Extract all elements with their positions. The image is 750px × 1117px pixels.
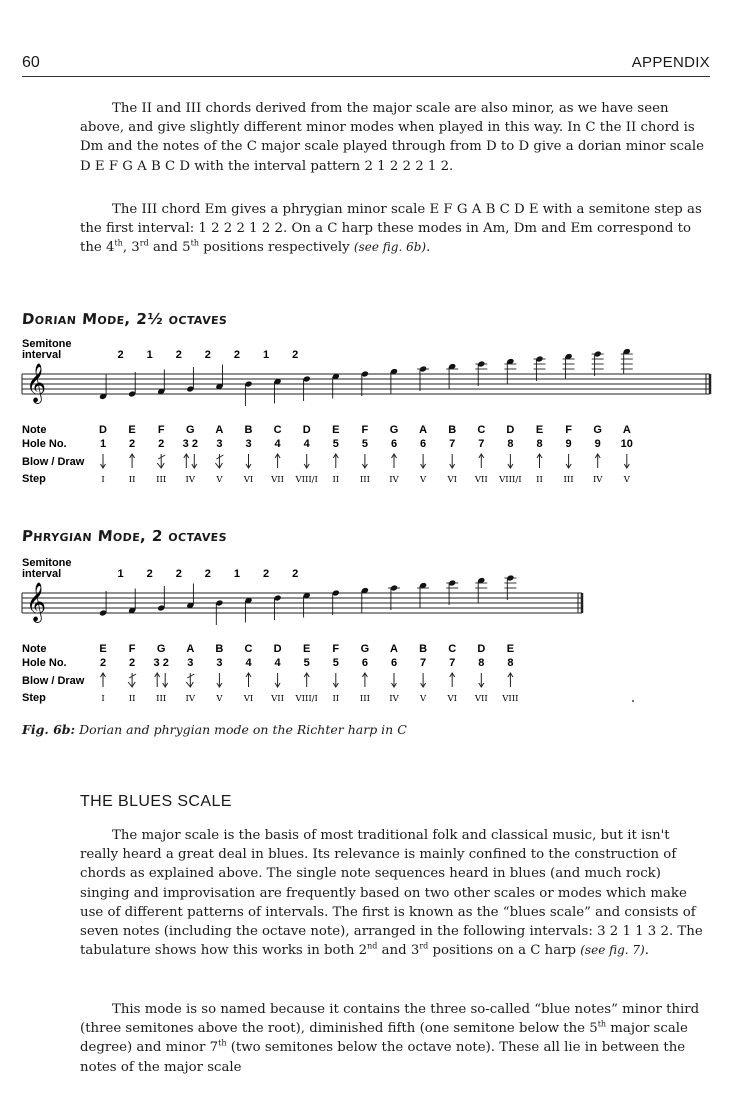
hole-number: 3 2 xyxy=(153,657,169,669)
note-label: F xyxy=(332,643,340,655)
hole-number: 6 xyxy=(361,657,368,669)
blow-draw-arrow-icon xyxy=(101,454,106,468)
blow-draw-arrow-icon xyxy=(275,454,280,468)
hole-number: 7 xyxy=(449,657,456,669)
note-label: D xyxy=(506,424,515,436)
blow-draw-arrow-icon xyxy=(184,454,197,468)
note-head xyxy=(417,365,429,391)
step-label: VIII/I xyxy=(499,475,522,485)
note-row-label: Note xyxy=(22,643,47,655)
hole-number: 2 xyxy=(129,438,136,450)
note-label: B xyxy=(448,424,457,436)
blow-draw-arrow-icon xyxy=(392,673,397,687)
blow-draw-arrow-icon xyxy=(304,454,309,468)
blow-draw-arrow-icon xyxy=(186,673,194,687)
note-head xyxy=(475,577,487,603)
blowdraw-row-label: Blow / Draw xyxy=(22,675,85,687)
blow-draw-arrow-icon xyxy=(508,673,513,687)
note-label: F xyxy=(361,424,369,436)
note-label: G xyxy=(593,424,602,436)
note-label: F xyxy=(128,643,136,655)
semitone-interval-value: 1 xyxy=(117,568,124,580)
note-head xyxy=(99,591,107,617)
semitone-interval-value: 2 xyxy=(262,568,270,580)
hole-number: 5 xyxy=(361,438,368,450)
note-label: B xyxy=(419,643,428,655)
hole-number: 5 xyxy=(332,438,339,450)
note-head xyxy=(274,594,282,620)
note-head xyxy=(128,589,136,615)
step-label: II xyxy=(536,475,543,485)
blues-section-title: THE BLUES SCALE xyxy=(80,793,232,810)
semitone-interval-value: 1 xyxy=(146,349,153,361)
stray-mark xyxy=(632,700,634,702)
hole-number: 7 xyxy=(449,438,456,450)
blow-draw-arrow-icon xyxy=(157,454,165,468)
blow-draw-arrow-icon xyxy=(595,454,600,468)
blow-draw-arrow-icon xyxy=(450,454,455,468)
semitone-interval-value: 1 xyxy=(233,568,241,580)
hole-number: 8 xyxy=(536,438,543,450)
blow-draw-arrow-icon xyxy=(155,673,168,687)
semitone-label: Semitone xyxy=(22,338,72,350)
note-head xyxy=(99,375,107,401)
note-head xyxy=(592,350,604,376)
note-label: E xyxy=(332,424,340,436)
step-label: III xyxy=(359,475,370,485)
hole-number: 6 xyxy=(390,657,398,669)
blow-draw-arrow-icon xyxy=(479,673,484,687)
step-label: VIII/I xyxy=(295,475,318,485)
step-label: VIII xyxy=(502,694,519,704)
note-head xyxy=(186,367,194,393)
hole-number: 2 xyxy=(99,657,107,669)
step-label: IV xyxy=(185,694,196,704)
blow-draw-arrow-icon xyxy=(130,454,135,468)
hole-number: 4 xyxy=(303,438,310,450)
hole-number: 9 xyxy=(565,438,572,450)
hole-number: 10 xyxy=(620,438,633,450)
step-label: VI xyxy=(243,475,254,485)
stave-group xyxy=(22,557,582,704)
blow-draw-arrow-icon xyxy=(304,673,309,687)
note-head xyxy=(244,597,252,623)
blow-draw-arrow-icon xyxy=(362,673,367,687)
note-head xyxy=(332,373,340,399)
blow-draw-arrow-icon xyxy=(101,673,106,687)
step-row-label: Step xyxy=(22,692,46,704)
step-label: IV xyxy=(185,475,196,485)
semitone-label: Semitone xyxy=(22,557,72,569)
hole-number: 3 xyxy=(187,657,194,669)
note-label: C xyxy=(477,424,486,436)
page-header xyxy=(22,50,710,77)
interval-label: interval xyxy=(22,349,62,361)
note-head xyxy=(186,584,194,610)
step-label: V xyxy=(420,475,427,485)
phrygian-notation xyxy=(0,554,750,709)
note-label: A xyxy=(419,424,428,436)
hole-number: 4 xyxy=(274,657,281,669)
note-label: B xyxy=(215,643,224,655)
note-head xyxy=(563,353,575,379)
step-label: V xyxy=(216,694,223,704)
step-label: IV xyxy=(389,475,399,485)
step-label: II xyxy=(128,694,136,704)
step-label: VI xyxy=(447,475,457,485)
note-head xyxy=(475,360,487,386)
note-label: G xyxy=(360,643,370,655)
step-label: III xyxy=(156,475,167,485)
note-head xyxy=(128,372,136,398)
blow-draw-arrow-icon xyxy=(450,673,455,687)
note-head xyxy=(244,380,252,406)
stave-group xyxy=(22,338,710,485)
hole-number: 3 xyxy=(216,438,223,450)
step-label: I xyxy=(101,475,105,485)
note-head xyxy=(361,587,369,613)
note-head xyxy=(621,348,633,374)
hole-number: 6 xyxy=(390,438,398,450)
section-title: APPENDIX xyxy=(631,54,710,71)
note-label: D xyxy=(99,424,107,436)
blues-paragraph-2: This mode is so named because it contains the three so-called “blue notes” minor third (three semitones above the root), diminished fifth (one semitone below the 5th major scale degree) and minor 7th (two semitones below the octave note). These all lie in between the notes of the major scale xyxy=(80,1002,700,1075)
hole-number: 8 xyxy=(507,657,514,669)
hole-number: 5 xyxy=(332,657,339,669)
dorian-mode-title: Dorian Mode, 2½ octaves xyxy=(21,310,228,328)
intro-paragraph-1: The II and III chords derived from the major scale are also minor, as we have seen above, and give slightly different minor modes when played in this way. In C the II chord is Dm and the notes of the C major scale played through from D to D give a dorian minor scale D E F G A B C D with the interval pattern 2 1 2 2 2 1 2. xyxy=(80,101,705,174)
figure-caption: Fig. 6b: Dorian and phrygian mode on the Richter harp in C xyxy=(22,722,407,737)
note-head xyxy=(303,592,311,618)
treble-clef-icon: 𝄞 xyxy=(26,582,47,622)
note-head xyxy=(446,579,458,605)
note-label: A xyxy=(390,643,398,655)
note-head xyxy=(215,599,223,625)
step-label: II xyxy=(332,475,340,485)
intro-paragraph-2: The III chord Em gives a phrygian minor scale E F G A B C D E with a semitone step as the first interval: 1 2 2 2 1 2 2. On a C harp these modes in Am, Dm and Em correspond to the 4th, 3rd and 5th positions respectively (see fig. 6b). xyxy=(80,202,702,256)
hole-number: 1 xyxy=(99,438,107,450)
note-row-label: Note xyxy=(22,424,47,436)
blow-draw-arrow-icon xyxy=(128,673,136,687)
semitone-interval-value: 2 xyxy=(233,349,241,361)
note-head xyxy=(361,370,369,396)
semitone-interval-value: 2 xyxy=(204,349,211,361)
note-head xyxy=(215,365,223,391)
note-label: E xyxy=(128,424,136,436)
note-label: G xyxy=(186,424,195,436)
note-label: F xyxy=(157,424,165,436)
note-label: D xyxy=(302,424,311,436)
semitone-interval-value: 2 xyxy=(175,349,182,361)
step-label: IV xyxy=(389,694,399,704)
note-head xyxy=(157,586,165,612)
step-label: VII xyxy=(474,694,488,704)
step-label: VII xyxy=(271,475,285,485)
step-row-label: Step xyxy=(22,473,46,485)
note-label: C xyxy=(273,424,282,436)
blow-draw-arrow-icon xyxy=(333,454,338,468)
hole-number: 3 xyxy=(245,438,252,450)
step-label: VIII/I xyxy=(295,694,318,704)
hole-number: 3 xyxy=(216,657,223,669)
note-label: A xyxy=(622,424,631,436)
semitone-interval-value: 2 xyxy=(292,568,299,580)
step-label: VI xyxy=(447,694,457,704)
hole-number: 4 xyxy=(274,438,281,450)
note-label: E xyxy=(99,643,107,655)
note-label: G xyxy=(389,424,399,436)
step-label: V xyxy=(420,694,427,704)
hole-number: 7 xyxy=(478,438,485,450)
note-head xyxy=(390,368,398,394)
blow-draw-arrow-icon xyxy=(362,454,367,468)
phrygian-mode-title: Phrygian Mode, 2 octaves xyxy=(21,527,228,545)
note-label: A xyxy=(186,643,195,655)
note-head xyxy=(157,370,165,396)
hole-number: 2 xyxy=(158,438,165,450)
step-label: VI xyxy=(243,694,254,704)
semitone-interval-value: 2 xyxy=(117,349,124,361)
semitone-interval-value: 2 xyxy=(204,568,211,580)
blow-draw-arrow-icon xyxy=(508,454,513,468)
step-label: I xyxy=(101,694,105,704)
treble-clef-icon: 𝄞 xyxy=(26,363,47,403)
note-head xyxy=(332,589,340,615)
note-head xyxy=(446,363,458,389)
blowdraw-row-label: Blow / Draw xyxy=(22,456,85,468)
step-label: II xyxy=(332,694,340,704)
note-label: D xyxy=(477,643,486,655)
blow-draw-arrow-icon xyxy=(215,454,223,468)
note-label: E xyxy=(506,643,515,655)
blow-draw-arrow-icon xyxy=(392,454,397,468)
note-label: G xyxy=(156,643,166,655)
hole-number: 5 xyxy=(303,657,310,669)
hole-row-label: Hole No. xyxy=(22,438,67,450)
note-label: C xyxy=(448,643,457,655)
blow-draw-arrow-icon xyxy=(479,454,484,468)
blow-draw-arrow-icon xyxy=(246,673,251,687)
blow-draw-arrow-icon xyxy=(333,673,338,687)
hole-row-label: Hole No. xyxy=(22,657,67,669)
step-label: III xyxy=(156,694,167,704)
note-head xyxy=(504,574,516,600)
blow-draw-arrow-icon xyxy=(421,454,426,468)
hole-number: 6 xyxy=(420,438,427,450)
step-label: II xyxy=(128,475,136,485)
blow-draw-arrow-icon xyxy=(537,454,542,468)
hole-number: 8 xyxy=(478,657,485,669)
note-label: E xyxy=(535,424,544,436)
note-head xyxy=(303,375,311,401)
blues-paragraph-1: The major scale is the basis of most traditional folk and classical music, but it isn't really heard a great deal in blues. Its relevance is mainly confined to the construction of chords as explained above. The single note sequences heard in blues (and much rock) singing and improvisation are frequently based on two other scales or modes which make use of different patterns of intervals. The first is known as the “blues scale” and consists of seven notes (including the octave note), arranged in the following intervals: 3 2 1 1 3 2. The tabulature shows how this works in both 2nd and 3rd positions on a C harp (see fig. 7). xyxy=(80,828,703,959)
semitone-interval-value: 2 xyxy=(175,568,182,580)
note-label: A xyxy=(215,424,224,436)
blow-draw-arrow-icon xyxy=(217,673,222,687)
page-number: 60 xyxy=(22,54,40,71)
note-head xyxy=(417,582,429,608)
semitone-interval-value: 2 xyxy=(292,349,299,361)
step-label: III xyxy=(359,694,370,704)
hole-number: 3 2 xyxy=(182,438,198,450)
step-label: IV xyxy=(592,475,603,485)
note-label: E xyxy=(303,643,311,655)
note-label: D xyxy=(273,643,282,655)
semitone-interval-value: 1 xyxy=(262,349,270,361)
step-label: VII xyxy=(474,475,488,485)
step-label: VII xyxy=(271,694,285,704)
note-head xyxy=(534,355,546,381)
note-label: F xyxy=(565,424,572,436)
hole-number: 9 xyxy=(594,438,601,450)
blow-draw-arrow-icon xyxy=(566,454,571,468)
note-head xyxy=(274,378,282,404)
note-head xyxy=(504,358,516,384)
hole-number: 4 xyxy=(245,657,252,669)
semitone-interval-value: 2 xyxy=(146,568,153,580)
hole-number: 2 xyxy=(129,657,136,669)
note-label: C xyxy=(244,643,253,655)
blow-draw-arrow-icon xyxy=(246,454,251,468)
hole-number: 7 xyxy=(420,657,427,669)
note-label: B xyxy=(244,424,253,436)
blow-draw-arrow-icon xyxy=(421,673,426,687)
step-label: III xyxy=(563,475,574,485)
interval-label: interval xyxy=(22,568,62,580)
note-head xyxy=(388,584,400,610)
dorian-notation xyxy=(0,335,750,490)
blow-draw-arrow-icon xyxy=(275,673,280,687)
step-label: V xyxy=(216,475,223,485)
hole-number: 8 xyxy=(507,438,514,450)
blow-draw-arrow-icon xyxy=(624,454,629,468)
step-label: V xyxy=(623,475,630,485)
